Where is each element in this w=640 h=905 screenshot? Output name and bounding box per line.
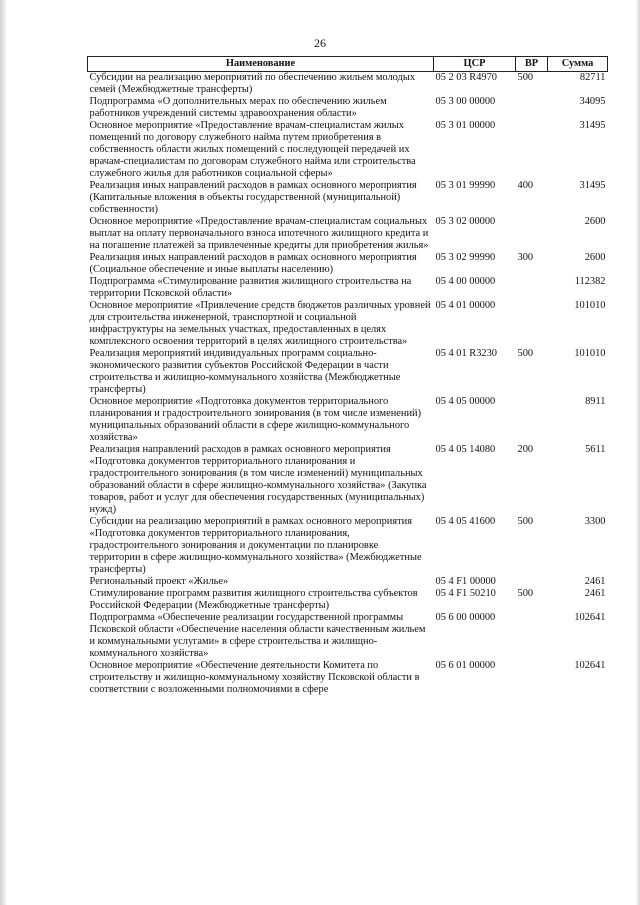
table-row bbox=[88, 276, 608, 300]
row-sum: 34095 bbox=[579, 96, 606, 107]
row-name: Реализация иных направлений расходов в рамках основного мероприятия (Социальное обеспечение и иные выплаты населению) bbox=[89, 252, 417, 275]
row-name: Реализация мероприятий индивидуальных программ социально-экономического развития субъектов Российской Федерации в части строительства и жилищно-коммунального хозяйства (Межбюджетные трансферты) bbox=[89, 348, 401, 395]
row-sum: 2600 bbox=[584, 216, 606, 227]
row-code: 05 4 01 R3230 bbox=[435, 348, 497, 359]
table-row bbox=[88, 660, 608, 696]
row-name: Подпрограмма «Обеспечение реализации государственной программы Псковской области «Обеспечение населения области качественным жильем и коммунальными услугами» в сфере строительства и жилищно-коммунального хозяйства» bbox=[89, 612, 426, 659]
row-vr: 500 bbox=[517, 348, 534, 359]
row-sum: 112382 bbox=[574, 276, 606, 287]
row-vr: 300 bbox=[517, 252, 534, 263]
row-code: 05 4 05 00000 bbox=[435, 396, 496, 407]
row-sum: 31495 bbox=[579, 120, 606, 131]
row-name: Субсидии на реализацию мероприятий по обеспечению жильем молодых семей (Межбюджетные трансферты) bbox=[89, 72, 416, 95]
row-code: 05 3 01 99990 bbox=[435, 180, 496, 191]
row-sum: 5611 bbox=[585, 444, 606, 455]
row-sum: 102641 bbox=[574, 660, 606, 671]
row-name: Основное мероприятие «Предоставление врачам-специалистам социальных выплат на оплату первоначального взноса ипотечного жилищного кредита и на погашение платежей за привлеченные кредиты для приобретения жилья» bbox=[89, 216, 429, 251]
row-sum: 2461 bbox=[584, 588, 606, 599]
row-code: 05 4 F1 00000 bbox=[435, 576, 496, 587]
row-sum: 3300 bbox=[584, 516, 606, 527]
header-sum: Сумма bbox=[548, 57, 608, 72]
row-code: 05 3 01 00000 bbox=[435, 120, 496, 131]
row-code: 05 4 F1 50210 bbox=[435, 588, 496, 599]
row-vr bbox=[516, 612, 548, 660]
row-code: 05 3 02 00000 bbox=[435, 216, 496, 227]
scan-edge-left bbox=[0, 0, 6, 905]
row-code: 05 6 00 00000 bbox=[435, 612, 496, 623]
row-sum: 82711 bbox=[579, 72, 606, 83]
table-row bbox=[88, 576, 608, 588]
row-sum: 2600 bbox=[584, 252, 606, 263]
page-number: 26 bbox=[314, 36, 326, 50]
table-header-row bbox=[88, 57, 608, 72]
table-row bbox=[88, 348, 608, 396]
row-vr bbox=[516, 576, 548, 588]
row-vr bbox=[516, 96, 548, 120]
row-name: Основное мероприятие «Предоставление врачам-специалистам жилых помещений по договору служебного найма путем приобретения в собственность области жилых помещений с последующей передачей их врачам-специалистам по договорам служебного найма или строительства служебного жилья для работников социальной сферы» bbox=[89, 120, 416, 179]
row-vr bbox=[516, 396, 548, 444]
table-row bbox=[88, 72, 608, 97]
table-row bbox=[88, 588, 608, 612]
row-name: Подпрограмма «Стимулирование развития жилищного строительства на территории Псковской области» bbox=[89, 276, 412, 299]
scan-edge-right bbox=[636, 0, 640, 905]
table-row bbox=[88, 216, 608, 252]
row-sum: 8911 bbox=[585, 396, 606, 407]
row-code: 05 3 02 99990 bbox=[435, 252, 496, 263]
table-row bbox=[88, 396, 608, 444]
row-vr bbox=[516, 660, 548, 696]
row-sum: 101010 bbox=[574, 300, 606, 311]
table-row bbox=[88, 444, 608, 516]
row-vr bbox=[516, 216, 548, 252]
row-name: Реализация направлений расходов в рамках основного мероприятия «Подготовка документов территориального планирования и градостроительного зонирования (в том числе изменений) муниципальных образований области в сфере жилищно-коммунального хозяйства» (Закупка товаров, работ и услуг для обеспечения государственных (муниципальных) нужд) bbox=[89, 444, 427, 515]
table-row bbox=[88, 612, 608, 660]
row-sum: 2461 bbox=[584, 576, 606, 587]
row-vr: 500 bbox=[517, 72, 534, 83]
row-name: Основное мероприятие «Подготовка документов территориального планирования и градостроительного зонирования (в том числе изменений) муниципальных образований области в сфере жилищно-коммунального хозяйства» bbox=[89, 396, 422, 443]
row-vr bbox=[516, 120, 548, 180]
row-code: 05 3 00 00000 bbox=[435, 96, 496, 107]
table-row bbox=[88, 300, 608, 348]
row-code: 05 4 01 00000 bbox=[435, 300, 496, 311]
row-vr bbox=[516, 300, 548, 348]
table-row bbox=[88, 180, 608, 216]
row-vr: 200 bbox=[517, 444, 534, 455]
row-name: Подпрограмма «О дополнительных мерах по обеспечению жильем работников учреждений системы здравоохранения области» bbox=[89, 96, 387, 119]
row-sum: 31495 bbox=[579, 180, 606, 191]
row-code: 05 6 01 00000 bbox=[435, 660, 496, 671]
row-vr bbox=[516, 276, 548, 300]
row-sum: 101010 bbox=[574, 348, 606, 359]
row-code: 05 4 00 00000 bbox=[435, 276, 496, 287]
row-vr: 400 bbox=[517, 180, 534, 191]
row-name: Реализация иных направлений расходов в рамках основного мероприятия (Капитальные вложения в объекты государственной (муниципальной) собственности) bbox=[89, 180, 417, 215]
header-name: Наименование bbox=[88, 57, 434, 72]
row-code: 05 2 03 R4970 bbox=[435, 72, 497, 83]
row-vr: 500 bbox=[517, 516, 534, 527]
row-name: Стимулирование программ развития жилищного строительства субъектов Российской Федерации (Межбюджетные трансферты) bbox=[89, 588, 418, 611]
row-name: Региональный проект «Жилье» bbox=[89, 576, 229, 587]
row-name: Субсидии на реализацию мероприятий в рамках основного мероприятия «Подготовка документов территориального планирования, градостроительного зонирования и документации по планировке территории в сфере жилищно-коммунального хозяйства» (Межбюджетные трансферты) bbox=[89, 516, 422, 575]
row-code: 05 4 05 14080 bbox=[435, 444, 496, 455]
row-vr: 500 bbox=[517, 588, 534, 599]
table-row bbox=[88, 96, 608, 120]
table-row bbox=[88, 516, 608, 576]
budget-table bbox=[87, 56, 608, 696]
table-row bbox=[88, 252, 608, 276]
row-name: Основное мероприятие «Привлечение средств бюджетов различных уровней для строительства инженерной, транспортной и социальной инфраструктуры на земельных участках, предоставленных в целях комплексного освоения территорий в целях жилищного строительства» bbox=[89, 300, 431, 347]
header-csr: ЦСР bbox=[434, 57, 516, 72]
row-name: Основное мероприятие «Обеспечение деятельности Комитета по строительству и жилищно-коммунальному хозяйству Псковской области в соответствии с возложенными полномочиями в сфере bbox=[89, 660, 420, 695]
row-sum: 102641 bbox=[574, 612, 606, 623]
header-vr: ВР bbox=[516, 57, 548, 72]
table-row bbox=[88, 120, 608, 180]
row-code: 05 4 05 41600 bbox=[435, 516, 496, 527]
